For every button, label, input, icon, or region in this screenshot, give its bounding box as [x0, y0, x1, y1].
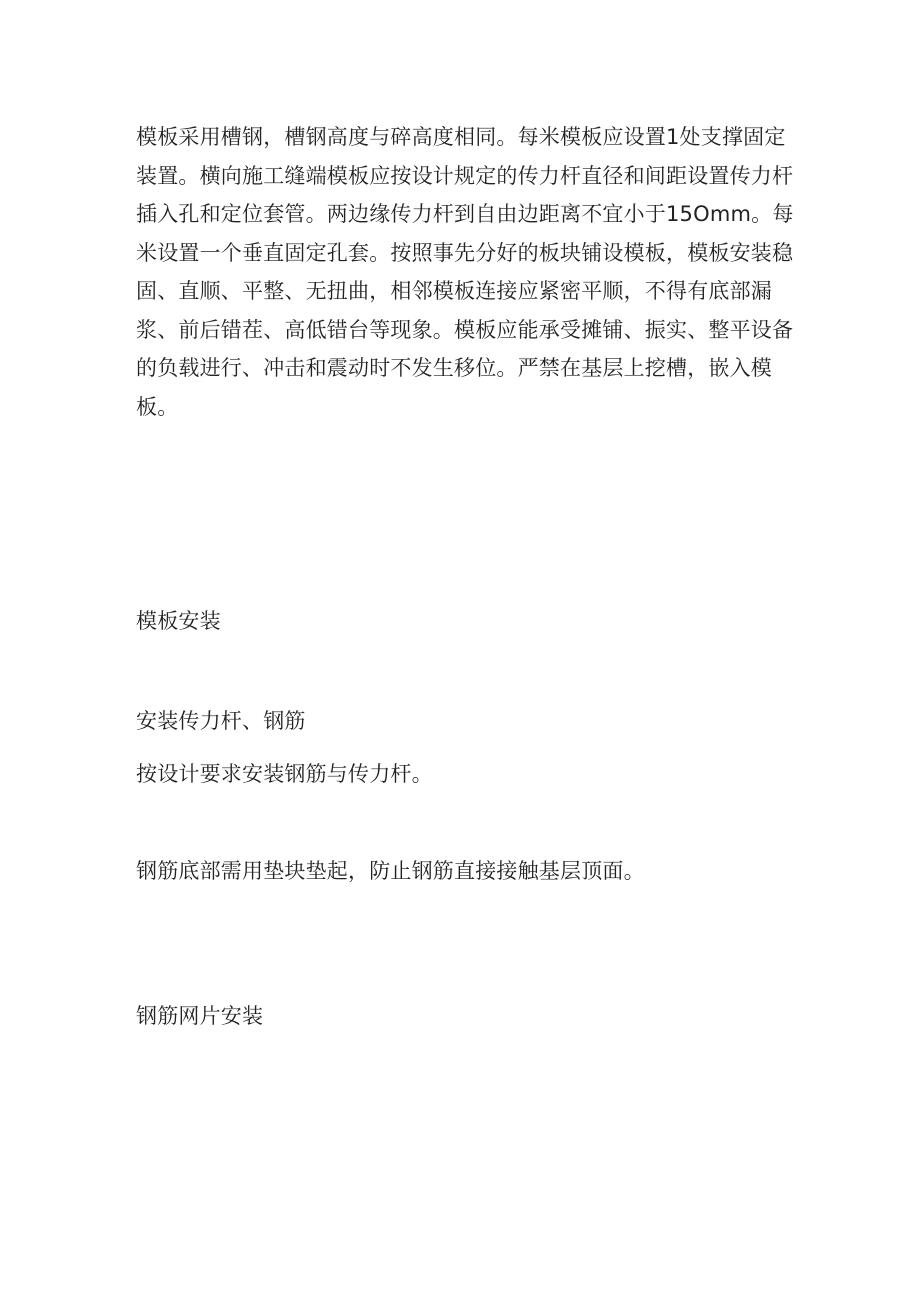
section-heading-rebar-dowel: 安装传力杆、钢筋 [136, 709, 306, 733]
intro-paragraph: 模板采用槽钢，槽钢高度与碎高度相同。每米模板应设置1处支撑固定装置。横向施工缝端模板应按设计规定的传力杆直径和间距设置传力杆插入孔和定位套管。两边缘传力杆到自由边距离不宜小于15Omm。每米设置一个垂直固定孔套。按照事先分好的板块铺设模板，模板安装稳固、直顺、平整、无扭曲，相邻模板连接应紧密平顺，不得有底部漏浆、前后错茬、高低错台等现象。模板应能承受摊铺、振实、整平设备的负载进行、冲击和震动时不发生移位。严禁在基层上挖槽，嵌入模板。 [136, 125, 794, 419]
section-heading-mesh-install: 钢筋网片安装 [136, 1004, 264, 1028]
rebar-dowel-paragraph: 按设计要求安装钢筋与传力杆。 [136, 762, 433, 786]
rebar-support-paragraph: 钢筋底部需用垫块垫起，防止钢筋直接接触基层顶面。 [136, 859, 645, 883]
section-heading-template-install: 模板安装 [136, 609, 221, 633]
